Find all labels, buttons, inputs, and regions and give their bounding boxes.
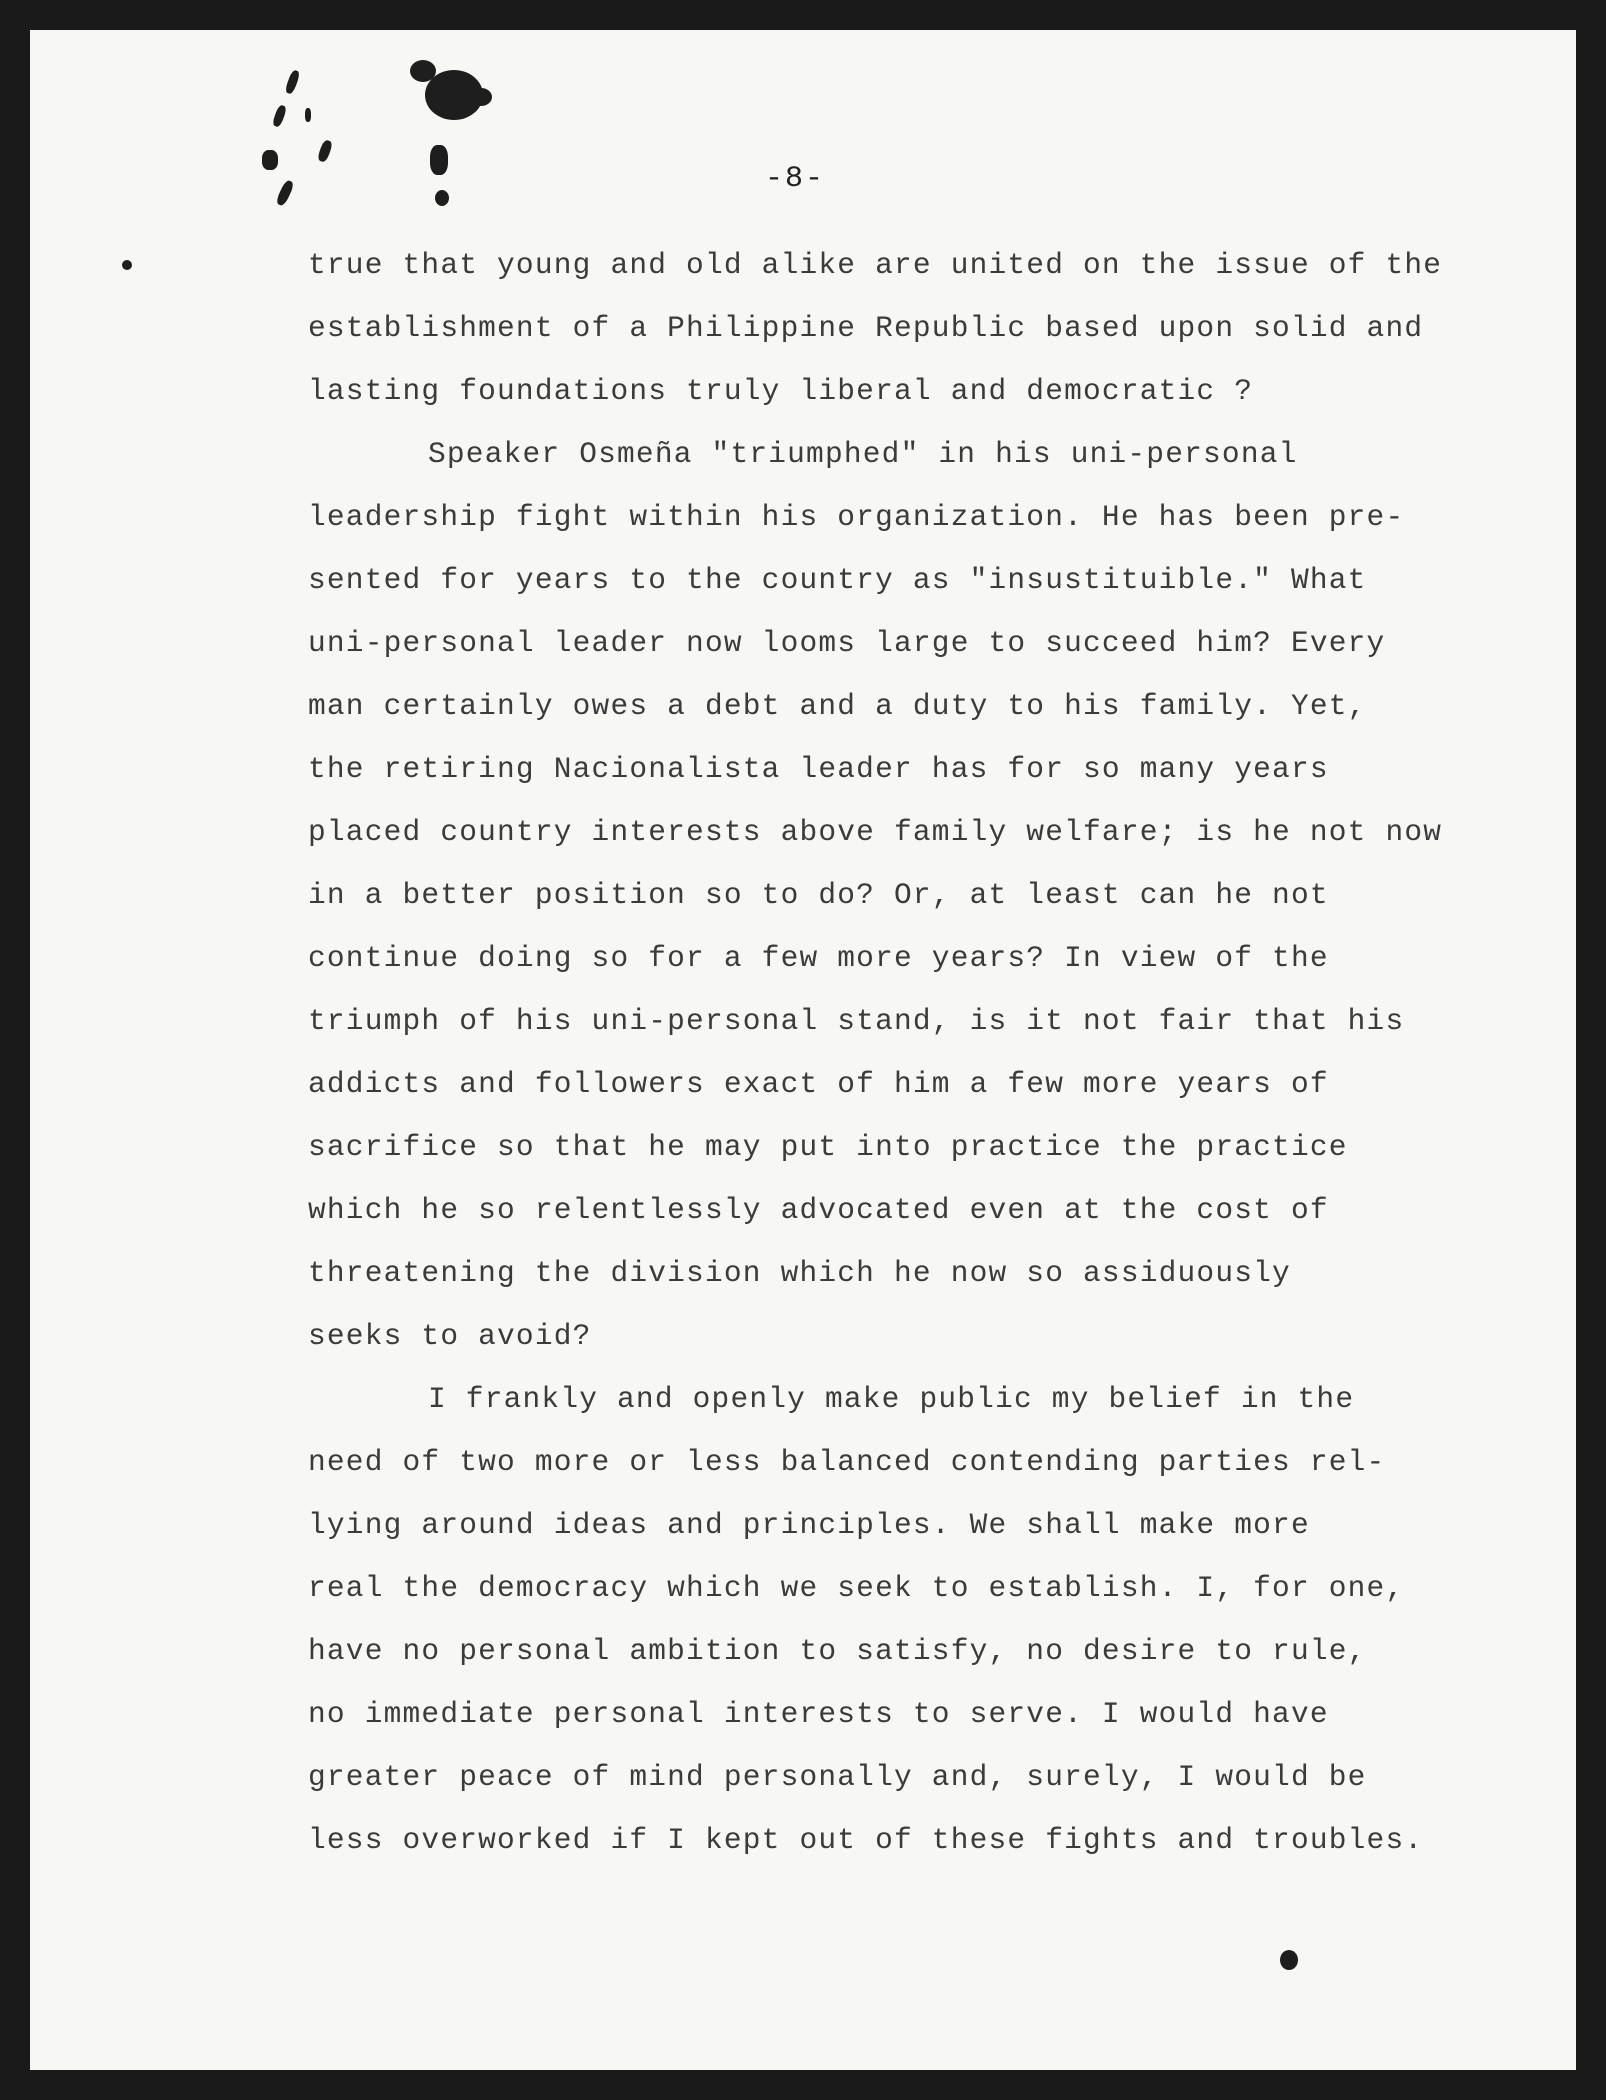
text-line: no immediate personal interests to serve. I would have [308,1697,1329,1731]
ink-blot [275,179,295,207]
text-line: have no personal ambition to satisfy, no desire to rule, [308,1634,1367,1668]
text-line: true that young and old alike are united on the issue of the [308,248,1443,282]
text-line: seeks to avoid? [308,1319,592,1353]
text-line: need of two more or less balanced contending parties rel- [308,1445,1386,1479]
text-line: greater peace of mind personally and, surely, I would be [308,1760,1367,1794]
text-line: which he so relentlessly advocated even at the cost of [308,1193,1329,1227]
ink-blot [430,145,448,175]
page-number: -8- [765,162,826,196]
ink-blot [262,150,278,170]
text-line: uni-personal leader now looms large to succeed him? Every [308,626,1386,660]
ink-blot [272,104,288,128]
text-line: sented for years to the country as "insustituible." What [308,563,1367,597]
ink-blot [470,88,492,106]
ink-blot [284,69,301,95]
text-line: continue doing so for a few more years? In view of the [308,941,1329,975]
ink-blot [410,60,436,82]
text-line: I frankly and openly make public my belief in the [428,1382,1355,1416]
text-line: in a better position so to do? Or, at least can he not [308,878,1329,912]
text-line: establishment of a Philippine Republic based upon solid and [308,311,1424,345]
text-line: sacrifice so that he may put into practice the practice [308,1130,1348,1164]
text-line: the retiring Nacionalista leader has for so many years [308,752,1329,786]
text-line: less overworked if I kept out of these fights and troubles. [308,1823,1424,1857]
text-line: threatening the division which he now so assiduously [308,1256,1291,1290]
text-line: man certainly owes a debt and a duty to his family. Yet, [308,689,1367,723]
ink-blot [305,108,311,122]
text-line: addicts and followers exact of him a few more years of [308,1067,1329,1101]
text-line: Speaker Osmeña "triumphed" in his uni-personal [428,437,1298,471]
text-line: leadership fight within his organization. He has been pre- [308,500,1405,534]
text-line: lying around ideas and principles. We shall make more [308,1508,1310,1542]
text-line: placed country interests above family welfare; is he not now [308,815,1443,849]
text-line: lasting foundations truly liberal and democratic ? [308,374,1254,408]
ink-blot [317,139,334,163]
ink-blot [435,190,449,206]
text-line: triumph of his uni-personal stand, is it not fair that his [308,1004,1405,1038]
ink-blot [122,260,132,270]
body-text [308,234,1488,1872]
text-line: real the democracy which we seek to establish. I, for one, [308,1571,1405,1605]
document-page [30,30,1576,2070]
ink-blot [1280,1950,1298,1970]
